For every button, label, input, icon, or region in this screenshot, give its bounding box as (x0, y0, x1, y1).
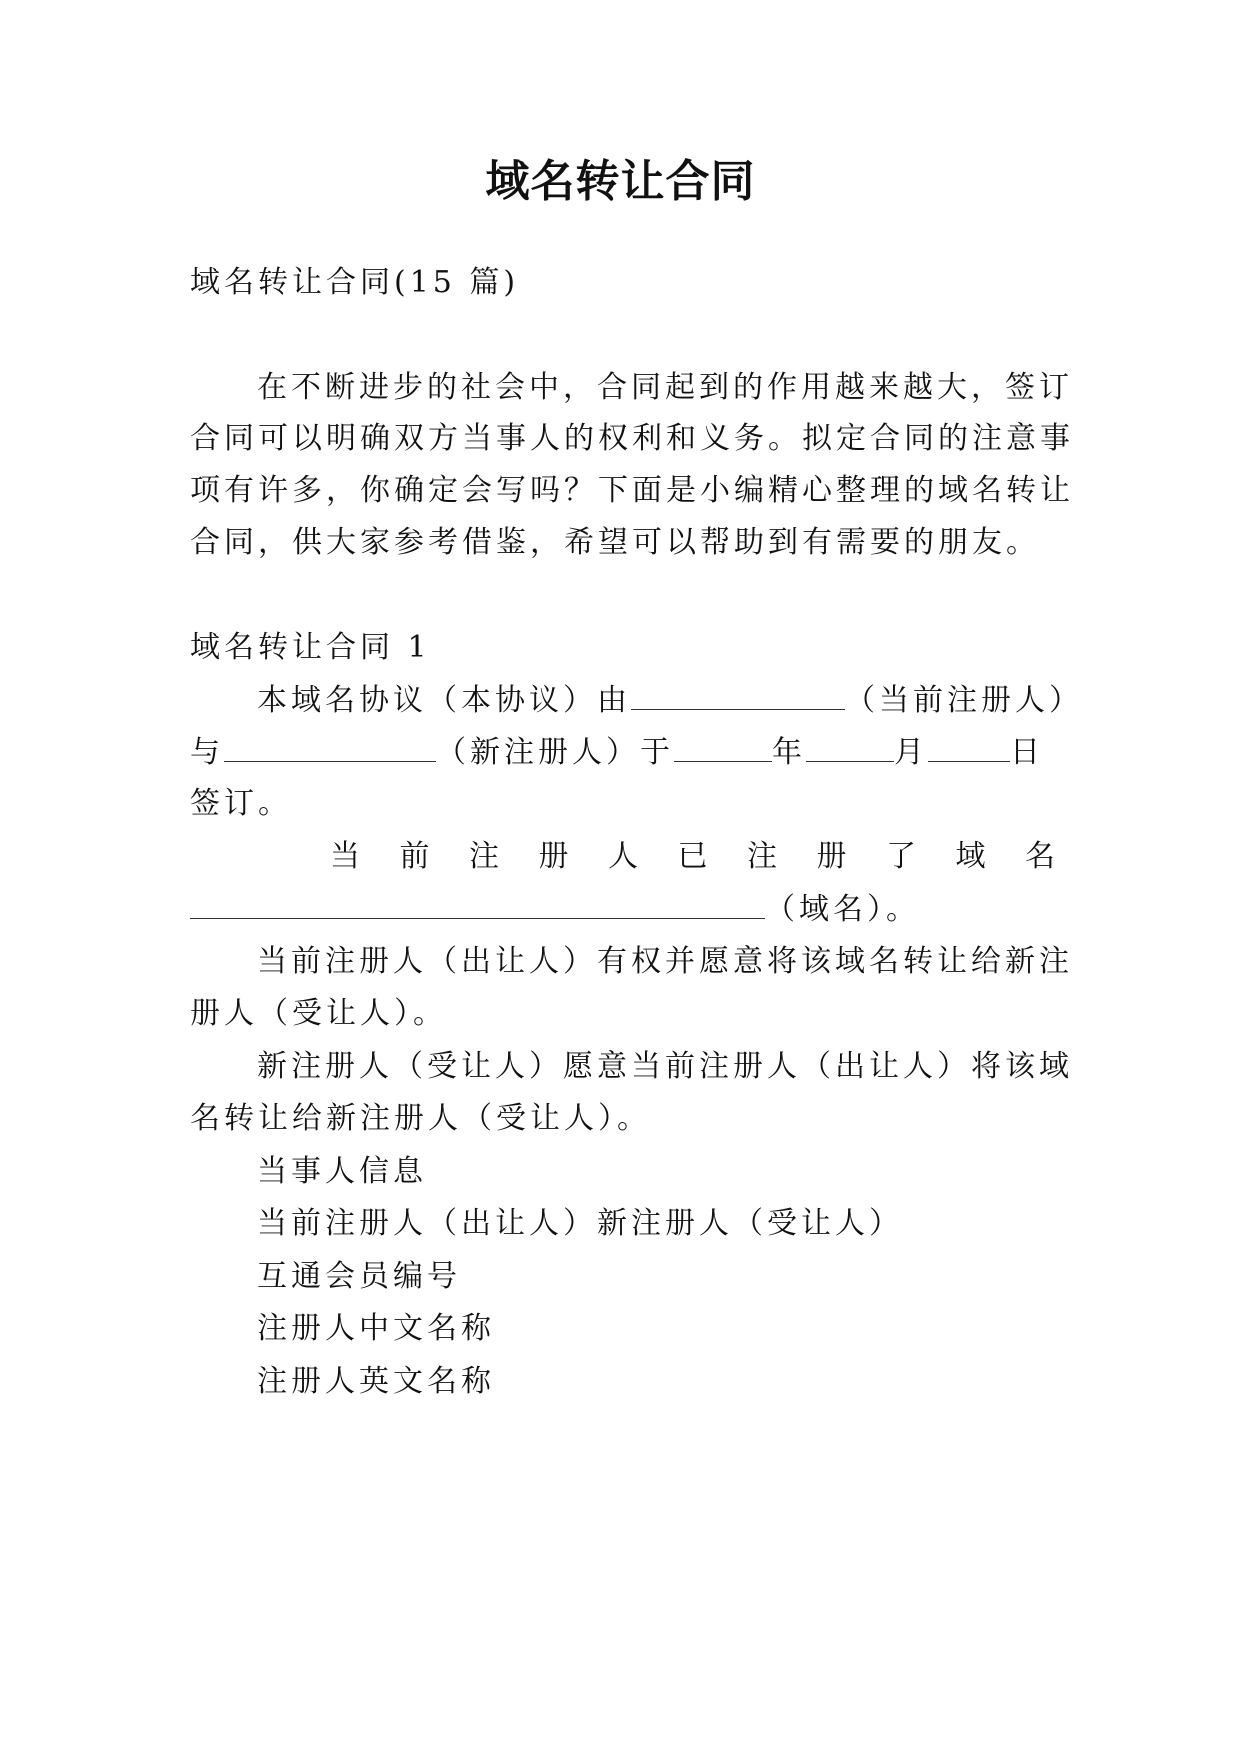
spread-char: 已 (677, 839, 708, 874)
document-subtitle: 域名转让合同(15 篇) (190, 265, 520, 300)
agreement-line-2 (190, 731, 1060, 774)
spread-char: 名 (1025, 839, 1055, 874)
english-name-label: 注册人英文名称 (257, 1364, 495, 1399)
agreement-text: （域名）。 (765, 892, 920, 927)
blank-day (928, 731, 1010, 762)
intro-line-2: 合同可以明确双方当事人的权利和义务。拟定合同的注意事 (190, 421, 1074, 456)
party-info-columns: 当前注册人（出让人）新注册人（受让人） (257, 1206, 903, 1241)
intro-line-4: 合同，供大家参考借鉴，希望可以帮助到有需要的朋友。 (190, 525, 1040, 560)
spread-char: 人 (608, 839, 638, 874)
spread-char: 当 (330, 839, 360, 874)
spread-char: 注 (469, 839, 499, 874)
agreement-line-7: 新注册人（受让人）愿意当前注册人（出让人）将该域 (257, 1049, 1073, 1084)
agreement-line-4 (190, 888, 1060, 931)
month-label: 月 (894, 735, 928, 770)
blank-domain-name (190, 888, 765, 919)
intro-line-3: 项有许多，你确定会写吗？下面是小编精心整理的域名转让 (190, 473, 1074, 508)
chinese-name-label: 注册人中文名称 (257, 1311, 495, 1346)
agreement-line-1 (257, 679, 1127, 722)
spread-char: 册 (816, 839, 847, 874)
spread-char: 域 (955, 839, 986, 874)
blank-year (674, 731, 772, 762)
agreement-line-6: 册人（受让人）。 (190, 996, 447, 1031)
blank-current-registrant (631, 679, 845, 710)
blank-new-registrant (224, 731, 436, 762)
party-info-heading: 当事人信息 (257, 1154, 427, 1189)
member-number-label: 互通会员编号 (257, 1259, 461, 1294)
intro-line-1: 在不断进步的社会中，合同起到的作用越来越大，签订 (257, 370, 1073, 405)
blank-month (806, 731, 894, 762)
agreement-text: 本域名协议（本协议）由 (257, 683, 631, 718)
spread-char: 了 (886, 839, 916, 874)
agreement-text: 与 (190, 735, 224, 770)
agreement-text: （当前注册人） (845, 683, 1083, 718)
agreement-line-5: 当前注册人（出让人）有权并愿意将该域名转让给新注 (257, 944, 1073, 979)
agreement-line-8: 名转让给新注册人（受让人）。 (190, 1101, 651, 1136)
spread-char: 前 (399, 839, 430, 874)
section-heading: 域名转让合同 1 (190, 630, 431, 665)
agreement-line-3: 签订。 (190, 786, 292, 821)
agreement-spread-line (330, 836, 1055, 878)
spread-char: 册 (538, 839, 569, 874)
agreement-text: （新注册人）于 (436, 735, 674, 770)
day-label: 日 (1010, 735, 1044, 770)
year-label: 年 (772, 735, 806, 770)
document-title: 域名转让合同 (485, 156, 756, 207)
spread-char: 注 (747, 839, 777, 874)
